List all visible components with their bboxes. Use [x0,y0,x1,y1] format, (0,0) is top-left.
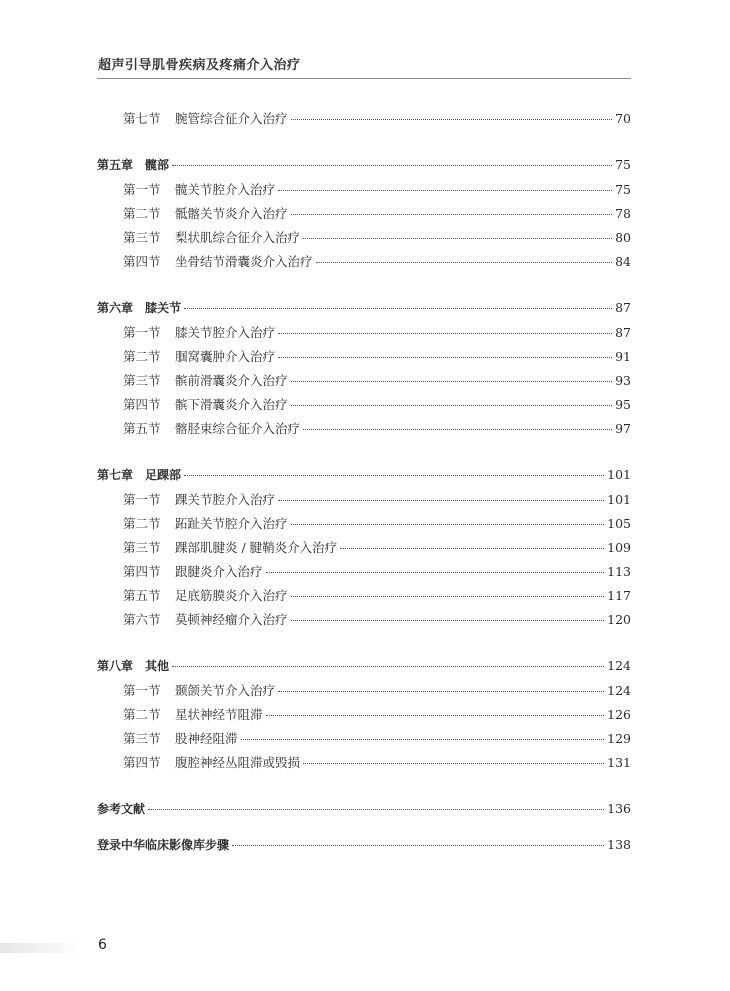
dot-leader [291,524,605,525]
toc-page-number: 131 [607,755,631,770]
toc-chapter-entry [97,299,631,319]
toc-page-number: 124 [607,658,631,673]
header-rule [97,78,631,79]
toc-section-entry [123,180,631,200]
section-number: 第一节 [123,182,161,197]
toc-label [123,252,313,270]
toc-label [123,395,288,413]
dot-leader [291,596,605,597]
section-number: 第七节 [123,111,161,126]
toc-label [97,800,145,817]
toc-title: 登录中华临床影像库步骤 [97,838,230,852]
toc-title: 参考文献 [97,802,146,816]
toc-page-number: 70 [615,111,631,126]
toc-page-number: 80 [615,230,631,245]
section-number: 第四节 [123,254,161,269]
toc-label [123,371,288,389]
toc-page-number: 75 [615,182,631,197]
toc-chapter-entry [97,156,631,176]
dot-leader [291,620,605,621]
toc-chapter-entry [97,466,631,486]
toc-label [123,180,275,198]
chapter-number: 第八章 [97,659,134,673]
toc-section-entry [123,371,631,391]
toc-section-entry [123,252,631,272]
section-number: 第二节 [123,707,161,722]
toc-section-entry [123,514,631,534]
dot-leader [291,381,613,382]
toc-title: 髋部 [145,158,170,172]
section-number: 第四节 [123,397,161,412]
section-number: 第四节 [123,755,161,770]
toc-label [97,657,169,674]
dot-leader [278,691,604,692]
toc-section-entry [123,323,631,343]
toc-page-number: 117 [607,588,631,603]
dot-leader [232,845,604,846]
toc-title: 髌前滑囊炎介入治疗 [175,373,288,388]
toc-label [123,681,275,699]
toc-page-number: 126 [607,707,631,722]
dot-leader [184,475,604,476]
toc-title: 其他 [145,659,170,673]
toc-label [123,419,300,437]
toc-title: 颞颌关节介入治疗 [175,683,276,698]
dot-leader [148,809,604,810]
toc-title: 腕管综合征介入治疗 [175,111,288,126]
dot-leader [291,119,613,120]
toc-label [123,610,288,628]
dot-leader [291,214,613,215]
dot-leader [266,715,605,716]
toc-label [123,514,288,532]
toc-label [97,836,229,853]
dot-leader [266,572,605,573]
toc-title: 莫顿神经瘤介入治疗 [175,612,288,627]
toc-label [97,466,181,483]
toc-title: 星状神经节阻滞 [175,707,263,722]
section-number: 第一节 [123,492,161,507]
toc-title: 腘窝囊肿介入治疗 [175,349,276,364]
section-number: 第一节 [123,683,161,698]
dot-leader [303,429,612,430]
toc-title: 踝部肌腱炎 / 腱鞘炎介入治疗 [175,540,338,555]
toc-page-number: 109 [607,540,631,555]
section-number: 第三节 [123,230,161,245]
toc-label [123,347,275,365]
toc-page-number: 113 [607,564,631,579]
toc-section-entry [123,681,631,701]
toc-title: 梨状肌综合征介入治疗 [175,230,301,245]
dot-leader [303,238,612,239]
toc-section-entry [123,538,631,558]
toc-section-entry [123,705,631,725]
section-number: 第五节 [123,588,161,603]
toc-chapter-entry [97,657,631,677]
section-number: 第三节 [123,373,161,388]
toc-title: 髂胫束综合征介入治疗 [175,421,301,436]
section-number: 第二节 [123,206,161,221]
toc-page-number: 95 [615,397,631,412]
toc-page-number: 84 [615,254,631,269]
toc-section-entry [123,395,631,415]
toc-page-number: 105 [607,516,631,531]
toc-label [123,109,288,127]
running-header: 超声引导肌骨疾病及疼痛介入治疗 [98,58,301,73]
section-number: 第二节 [123,516,161,531]
toc-title: 足底筋膜炎介入治疗 [175,588,288,603]
dot-leader [172,165,612,166]
toc-section-entry [123,729,631,749]
toc-title: 跖趾关节腔介入治疗 [175,516,288,531]
toc-page-number: 124 [607,683,631,698]
dot-leader [278,500,604,501]
toc-section-entry [123,419,631,439]
toc-label [123,323,275,341]
toc-page-number: 129 [607,731,631,746]
toc-title: 股神经阻滞 [175,731,238,746]
page-number: 6 [98,937,107,953]
chapter-number: 第五章 [97,158,134,172]
toc-title: 骶髂关节炎介入治疗 [175,206,288,221]
chapter-number: 第六章 [97,301,134,315]
toc-section-entry [123,586,631,606]
toc-label [123,490,275,508]
toc-section-entry [123,109,631,129]
toc-label [123,228,300,246]
toc-page-number: 75 [615,157,631,172]
toc-page-number: 120 [607,612,631,627]
toc-page-number: 91 [615,349,631,364]
section-number: 第六节 [123,612,161,627]
dot-leader [278,333,612,334]
toc-title: 髋关节腔介入治疗 [175,182,276,197]
toc-page-number: 136 [607,801,631,816]
section-number: 第三节 [123,540,161,555]
toc-backmatter-entry [97,836,631,856]
toc-title: 跟腱炎介入治疗 [175,564,263,579]
dot-leader [184,308,612,309]
toc-page-number: 87 [615,300,631,315]
toc-label [123,538,337,556]
dot-leader [291,405,613,406]
toc-label [97,299,181,316]
toc-section-entry [123,490,631,510]
dot-leader [172,666,604,667]
toc-title: 坐骨结节滑囊炎介入治疗 [175,254,313,269]
toc-title: 膝关节 [145,301,182,315]
dot-leader [340,548,604,549]
toc-backmatter-entry [97,800,631,820]
dot-leader [316,262,613,263]
dot-leader [241,739,605,740]
section-number: 第二节 [123,349,161,364]
toc-label [123,204,288,222]
toc-page-number: 97 [615,421,631,436]
toc-page-number: 78 [615,206,631,221]
toc-label [123,729,238,747]
section-number: 第三节 [123,731,161,746]
dot-leader [278,190,612,191]
footer-decor-bar [0,943,82,953]
toc-label [123,586,288,604]
toc-page-number: 101 [607,467,631,482]
toc-title: 踝关节腔介入治疗 [175,492,276,507]
toc-page-number: 93 [615,373,631,388]
toc-page-number: 138 [607,837,631,852]
toc-section-entry [123,753,631,773]
toc-title: 腹腔神经丛阻滞或毁损 [175,755,301,770]
toc-label [123,562,263,580]
section-number: 第五节 [123,421,161,436]
dot-leader [278,357,612,358]
chapter-number: 第七章 [97,468,134,482]
toc-page-number: 101 [607,492,631,507]
section-number: 第一节 [123,325,161,340]
toc-section-entry [123,204,631,224]
toc-section-entry [123,228,631,248]
section-number: 第四节 [123,564,161,579]
toc-section-entry [123,347,631,367]
toc-label [123,753,300,771]
toc-title: 膝关节腔介入治疗 [175,325,276,340]
toc-page-number: 87 [615,325,631,340]
toc-label [97,156,169,173]
toc-title: 足踝部 [145,468,182,482]
dot-leader [303,763,604,764]
toc-title: 髌下滑囊炎介入治疗 [175,397,288,412]
toc-section-entry [123,610,631,630]
toc-label [123,705,263,723]
toc-section-entry [123,562,631,582]
